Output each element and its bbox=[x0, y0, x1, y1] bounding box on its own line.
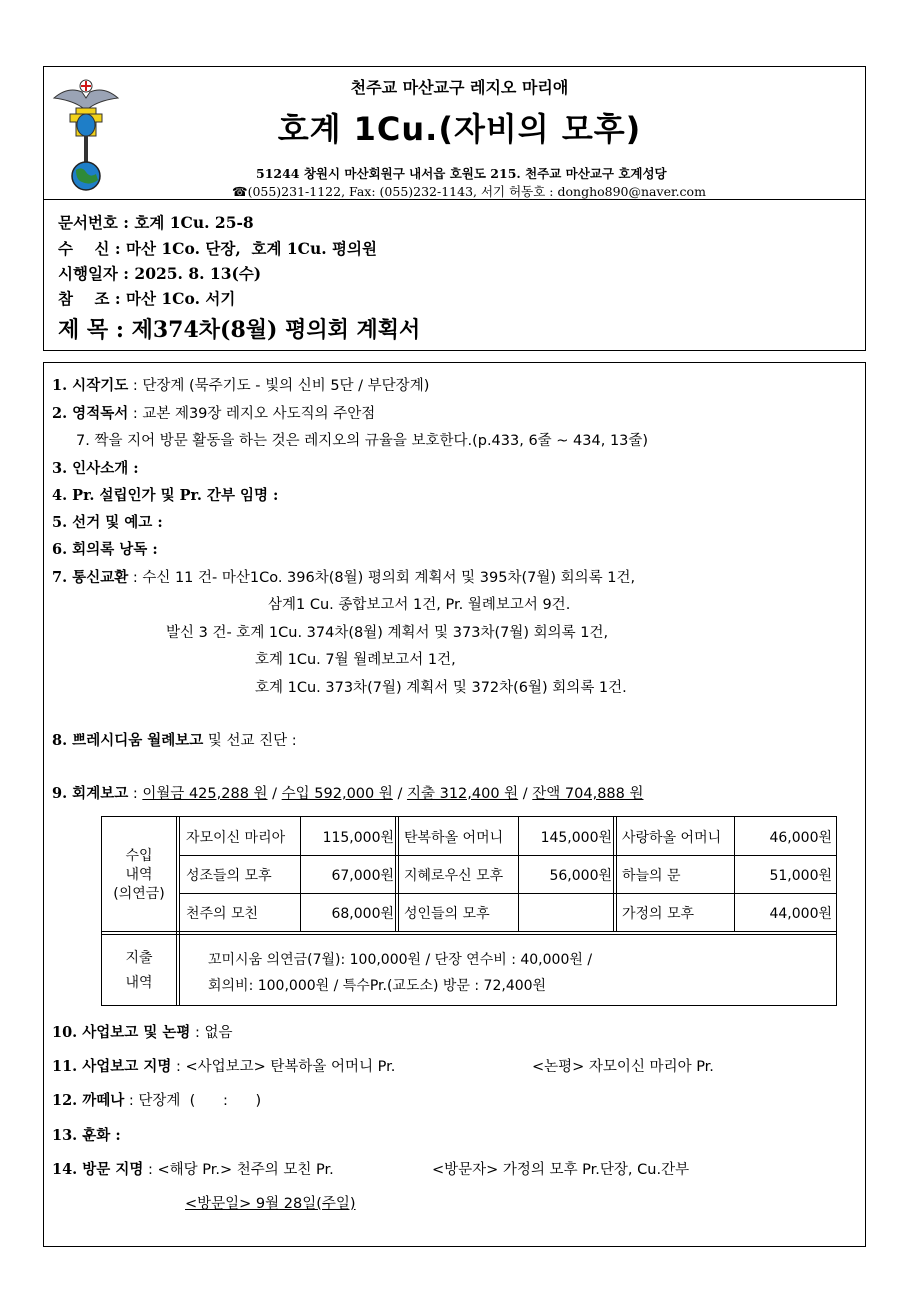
agenda-item-13: 13. 훈화 : bbox=[52, 1127, 121, 1144]
income-donor-amount: 44,000원 bbox=[769, 906, 832, 922]
issue-date: 시행일자 : 2025. 8. 13(수) bbox=[58, 264, 262, 283]
agenda-item-14-visitors: <방문자> 가정의 모후 Pr.단장, Cu.간부 bbox=[432, 1162, 690, 1178]
income-donor-name: 가정의 모후 bbox=[622, 906, 695, 922]
expense-detail-line1: 꼬미시움 의연금(7월): 100,000원 / 단장 연수비 : 40,000원 / bbox=[208, 952, 593, 968]
agenda-item-11: 11. 사업보고 지명 : <사업보고> 탄복하올 어머니 Pr. bbox=[52, 1058, 396, 1075]
agenda-item-2: 2. 영적독서 : 교본 제39장 레지오 사도직의 주안점 bbox=[52, 405, 376, 422]
agenda-item-6: 6. 회의록 낭독 : bbox=[52, 541, 158, 558]
income-donor-name: 성인들의 모후 bbox=[404, 906, 490, 922]
agenda-item-14: 14. 방문 지명 : <해당 Pr.> 천주의 모친 Pr. bbox=[52, 1161, 334, 1178]
recipient: 수 신 : 마산 1Co. 단장, 호계 1Cu. 평의원 bbox=[58, 239, 377, 258]
income-donor-amount: 46,000원 bbox=[769, 830, 832, 846]
agenda-item-4: 4. Pr. 설립인가 및 Pr. 간부 임명 : bbox=[52, 487, 279, 504]
agenda-item-7-line2: 삼계1 Cu. 종합보고서 1건, Pr. 월례보고서 9건. bbox=[268, 597, 571, 613]
income-donor-name: 성조들의 모후 bbox=[186, 868, 272, 884]
expense-label: 지출 내역 bbox=[125, 950, 153, 991]
agenda-item-7-line5: 호계 1Cu. 373차(7월) 계획서 및 372차(6월) 회의록 1건. bbox=[255, 680, 627, 696]
agenda-item-2-detail: 7. 짝을 지어 방문 활동을 하는 것은 레지오의 규율을 보호한다.(p.433, 6줄 ~ 434, 13줄) bbox=[76, 433, 649, 449]
balance-amount: 잔액 704,888 원 bbox=[532, 786, 644, 802]
agenda-item-12: 12. 까떼나 : 단장계 ( : ) bbox=[52, 1092, 262, 1109]
expense-amount: 지출 312,400 원 bbox=[406, 786, 519, 802]
agenda-item-1: 1. 시작기도 : 단장계 (묵주기도 - 빛의 신비 5단 / 부단장계) bbox=[52, 377, 430, 394]
income-amount: 수입 592,000 원 bbox=[281, 786, 393, 802]
subject-title: 제 목 : 제374차(8월) 평의회 계획서 bbox=[58, 317, 421, 343]
income-donor-amount: 51,000원 bbox=[769, 868, 832, 884]
agenda-item-7-line4: 호계 1Cu. 7월 월례보고서 1건, bbox=[255, 652, 456, 668]
address-line: 51244 창원시 마산회원구 내서읍 호원도 215. 천주교 마산교구 호계성당 bbox=[256, 166, 667, 181]
agenda-item-11-review: <논평> 자모이신 마리아 Pr. bbox=[532, 1059, 714, 1075]
contact-line: ☎(055)231-1122, Fax: (055)232-1143, 서기 허동호 : dongho890@naver.com bbox=[232, 184, 706, 199]
income-donor-amount: 145,000원 bbox=[540, 830, 612, 846]
income-donor-name: 천주의 모친 bbox=[186, 906, 259, 922]
carryover-amount: 이월금 425,288 원 bbox=[142, 786, 268, 802]
income-donor-amount: 68,000원 bbox=[331, 906, 394, 922]
organization-name: 천주교 마산교구 레지오 마리애 bbox=[350, 78, 569, 97]
agenda-item-7-line3: 발신 3 건- 호계 1Cu. 374차(8월) 계획서 및 373차(7월) 회의록 1건, bbox=[166, 625, 609, 641]
expense-detail-line2: 회의비: 100,000원 / 특수Pr.(교도소) 방문 : 72,400원 bbox=[208, 978, 547, 994]
income-donor-name: 사랑하올 어머니 bbox=[622, 830, 722, 846]
agenda-item-10: 10. 사업보고 및 논평 : 없음 bbox=[52, 1024, 233, 1041]
council-title: 호계 1Cu.(자비의 모후) bbox=[277, 110, 642, 148]
agenda-item-8: 8. 쁘레시디움 월례보고 및 선교 진단 : bbox=[52, 732, 297, 749]
income-donor-name: 하늘의 문 bbox=[622, 868, 681, 884]
income-donor-amount: 115,000원 bbox=[322, 830, 394, 846]
doc-number: 문서번호 : 호계 1Cu. 25-8 bbox=[58, 213, 254, 232]
visit-date: <방문일> 9월 28일(주일) bbox=[185, 1196, 356, 1212]
agenda-item-5: 5. 선거 및 예고 : bbox=[52, 514, 163, 531]
income-donor-name: 탄복하올 어머니 bbox=[404, 830, 504, 846]
income-donor-amount: 56,000원 bbox=[549, 868, 612, 884]
income-label: 수입 내역 (의연금) bbox=[113, 848, 165, 902]
income-donor-name: 자모이신 마리아 bbox=[186, 830, 286, 846]
agenda-item-9: 9. 회계보고 : 이월금 425,288 원 / 수입 592,000 원 / 지출 312,400 원 / 잔액 704,888 원 bbox=[52, 785, 644, 802]
reference: 참 조 : 마산 1Co. 서기 bbox=[58, 289, 236, 308]
agenda-item-7: 7. 통신교환 : 수신 11 건- 마산1Co. 396차(8월) 평의회 계획서 및 395차(7월) 회의록 1건, bbox=[52, 569, 636, 586]
accounting-table bbox=[101, 816, 837, 1006]
income-donor-name: 지혜로우신 모후 bbox=[404, 868, 504, 884]
income-donor-amount: 67,000원 bbox=[331, 868, 394, 884]
agenda-item-3: 3. 인사소개 : bbox=[52, 460, 139, 477]
